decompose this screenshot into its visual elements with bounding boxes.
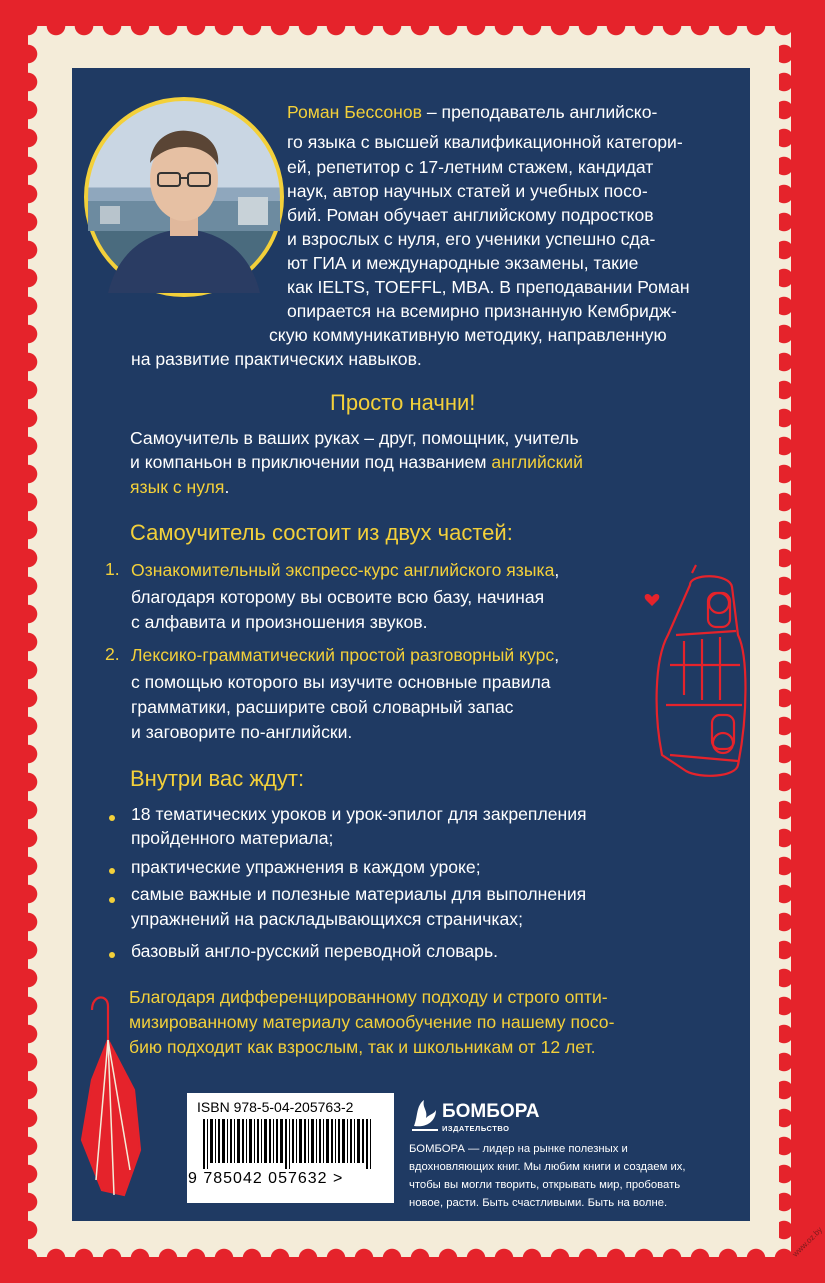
inside-item-4: базовый англо-русский переводной словарь. xyxy=(131,941,499,961)
bullet-dot xyxy=(109,897,115,903)
start-line-2: и компаньон в приключении под названием английский xyxy=(130,452,583,472)
inside-item-1-cont: пройденного материала; xyxy=(131,828,334,848)
bio-line-11: на развитие практических навыков. xyxy=(131,349,422,369)
bullet-dot xyxy=(109,952,115,958)
umbrella-illustration xyxy=(62,990,172,1210)
publisher-description: БОМБОРА — лидер на рынке полезных и вдохновляющих книг. Мы любим книги и создаем их, чтобы вы могли творить, открывать мир, пробовать новое, расти. Быть счастливыми. Быть на волне. xyxy=(409,1143,686,1209)
part-2-line: грамматики, расширите свой словарный запас xyxy=(131,697,514,717)
watermark: www.oz.by xyxy=(790,1225,825,1259)
part-number: 1. xyxy=(105,559,120,579)
parts-heading: Самоучитель состоит из двух частей: xyxy=(130,520,513,545)
isbn-digits: 9 785042 057632 > xyxy=(188,1170,344,1187)
publisher-name: БОМБОРА xyxy=(442,1101,540,1122)
part-2-line: с помощью которого вы изучите основные правила xyxy=(131,672,551,692)
part-2-title: Лексико-грамматический простой разговорный курс, xyxy=(131,645,560,665)
car-illustration xyxy=(640,565,760,795)
author-name: Роман Бессонов xyxy=(287,102,422,122)
bio-line-9: опирается на всемирно признанную Кембридж- xyxy=(287,301,677,321)
start-line-1: Самоучитель в ваших руках – друг, помощник, учитель xyxy=(130,428,579,448)
part-1-line: с алфавита и произношения звуков. xyxy=(131,612,428,632)
bio-line-5: бий. Роман обучает английскому подростков xyxy=(287,205,654,225)
bio-line-7: ют ГИА и международные экзамены, такие xyxy=(287,253,639,273)
start-heading: Просто начни! xyxy=(330,390,476,415)
summary-line-3: бию подходит как взрослым, так и школьникам от 12 лет. xyxy=(129,1037,596,1057)
inside-item-3-cont: упражнений на раскладывающихся страничках; xyxy=(131,909,523,929)
bullet-dot xyxy=(109,868,115,874)
part-number: 2. xyxy=(105,644,120,664)
inside-item-3: самые важные и полезные материалы для выполнения xyxy=(131,884,587,904)
isbn-label: ISBN 978-5-04-205763-2 xyxy=(197,1099,354,1115)
bombora-logo-icon xyxy=(410,1096,440,1132)
bio-line-4: наук, автор научных статей и учебных посо- xyxy=(287,181,648,201)
part-1-title: Ознакомительный экспресс-курс английского языка, xyxy=(131,560,560,580)
inside-item-2: практические упражнения в каждом уроке; xyxy=(131,857,481,877)
start-line-3: язык с нуля. xyxy=(130,477,230,497)
bio-line-8: как IELTS, TOEFFL, MBA. В преподавании Роман xyxy=(287,277,690,297)
bio-line-2: го языка с высшей квалификационной категори- xyxy=(287,132,683,152)
inside-heading: Внутри вас ждут: xyxy=(130,766,305,791)
part-1-line: благодаря которому вы освоите всю базу, начиная xyxy=(131,587,545,607)
summary-line-2: мизированному материалу самообучение по нашему посо- xyxy=(129,1012,615,1032)
barcode-icon xyxy=(203,1119,383,1169)
author-photo xyxy=(84,97,284,297)
part-2-line: и заговорите по-английски. xyxy=(131,722,353,742)
summary-line-1: Благодаря дифференцированному подходу и строго опти- xyxy=(129,987,608,1007)
bio-line-1: Роман Бессонов – преподаватель английско- xyxy=(287,102,658,122)
bio-line-3: ей, репетитор с 17-летним стажем, кандидат xyxy=(287,157,654,177)
bio-line-10: скую коммуникативную методику, направленную xyxy=(269,325,667,345)
bio-line-6: и взрослых с нуля, его ученики успешно сда- xyxy=(287,229,656,249)
bullet-dot xyxy=(109,815,115,821)
inside-item-1: 18 тематических уроков и урок-эпилог для закрепления xyxy=(131,804,587,824)
publisher-subtitle: ИЗДАТЕЛЬСТВО xyxy=(442,1124,510,1133)
